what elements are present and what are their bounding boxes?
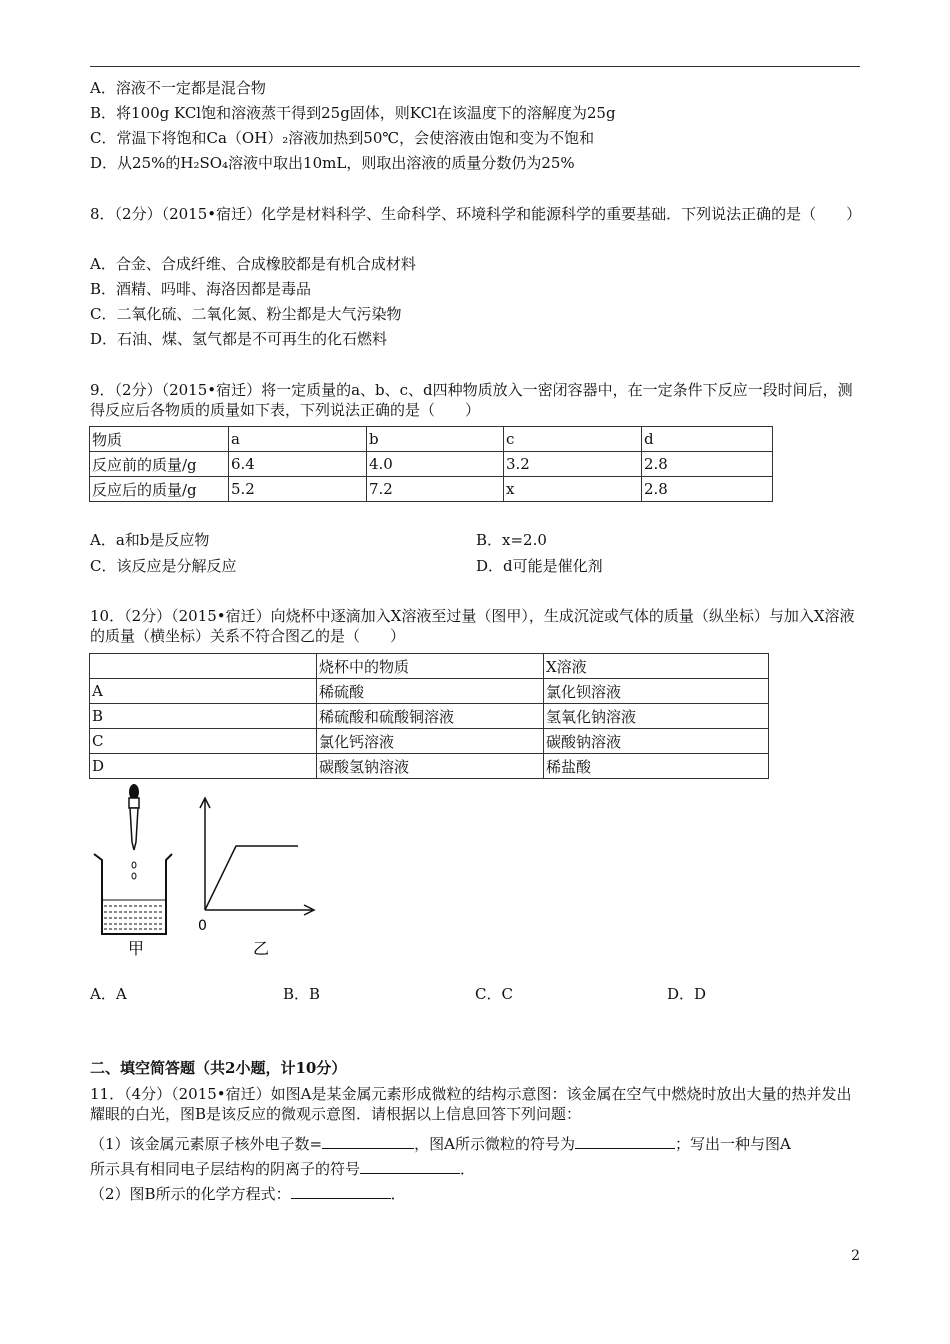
q11-part1-line2	[90, 1159, 475, 1179]
beaker-icon	[94, 854, 172, 934]
q11-p2-text-a: （2）图B所示的化学方程式：	[90, 1185, 291, 1203]
table-cell: 稀硫酸和硫酸铜溶液	[317, 704, 544, 729]
table-row	[90, 452, 773, 477]
q9-table	[89, 426, 773, 502]
q9-option-d: D．d可能是催化剂	[476, 557, 603, 575]
q10-stem: 10．（2分）（2015•宿迁）向烧杯中逐滴加入X溶液至过量（图甲），生成沉淀或气体的质量（纵坐标）与加入X溶液的质量（横坐标）关系不符合图乙的是（ ）	[90, 607, 855, 645]
table-cell: B	[90, 704, 317, 729]
q10-table	[89, 653, 769, 779]
q9-option-a: A．a和b是反应物	[90, 531, 210, 549]
table-cell: 6.4	[229, 452, 367, 477]
q8-stem: 8．（2分）（2015•宿迁）化学是材料科学、生命科学、环境科学和能源科学的重要基础．下列说法正确的是（ ）	[90, 205, 862, 223]
table-cell: 2.8	[642, 477, 773, 502]
q11-stem: 11．（4分）（2015•宿迁）如图A是某金属元素形成微粒的结构示意图：该金属在空气中燃烧时放出大量的热并发出耀眼的白光，图B是该反应的微观示意图．请根据以上信息回答下列问题：	[90, 1085, 852, 1123]
q7-option-c: C．常温下将饱和Ca（OH）₂溶液加热到50℃，会使溶液由饱和变为不饱和	[90, 129, 595, 147]
q10-option-c: C．C	[475, 985, 513, 1003]
table-cell: 4.0	[367, 452, 504, 477]
q7-option-b: B．将100g KCl饱和溶液蒸干得到25g固体，则KCl在该温度下的溶解度为25g	[90, 104, 616, 122]
table-cell	[90, 654, 317, 679]
q7-option-d: D．从25%的H₂SO₄溶液中取出10mL，则取出溶液的质量分数仍为25%	[90, 154, 575, 172]
q9-option-b: B．x=2.0	[476, 531, 547, 549]
table-cell: 物质	[90, 427, 229, 452]
table-cell: 3.2	[504, 452, 642, 477]
answer-blank[interactable]	[322, 1134, 414, 1149]
q11-part1-line1	[90, 1134, 791, 1154]
table-cell: 氢氧化钠溶液	[544, 704, 769, 729]
answer-blank[interactable]	[291, 1184, 391, 1199]
table-cell: d	[642, 427, 773, 452]
table-cell: 烧杯中的物质	[317, 654, 544, 679]
table-row	[90, 729, 769, 754]
table-cell: A	[90, 679, 317, 704]
table-row	[90, 754, 769, 779]
table-row	[90, 477, 773, 502]
q7-option-a: A．溶液不一定都是混合物	[90, 79, 266, 97]
q8-option-c: C．二氧化硫、二氧化氮、粉尘都是大气污染物	[90, 305, 402, 323]
table-row	[90, 704, 769, 729]
table-cell: X溶液	[544, 654, 769, 679]
table-cell: 稀硫酸	[317, 679, 544, 704]
q10-figure	[90, 780, 330, 965]
q9-option-c: C．该反应是分解反应	[90, 557, 237, 575]
q11-part2	[90, 1184, 406, 1204]
q9-stem: 9．（2分）（2015•宿迁）将一定质量的a、b、c、d四种物质放入一密闭容器中，在一定条件下反应一段时间后，测得反应后各物质的质量如下表，下列说法正确的是（ ）	[90, 381, 853, 419]
table-cell: b	[367, 427, 504, 452]
graph-axes	[200, 798, 314, 915]
table-cell: C	[90, 729, 317, 754]
header-rule	[90, 66, 860, 67]
q11-p1-text-a: （1）该金属元素原子核外电子数=	[90, 1135, 323, 1153]
answer-blank[interactable]	[360, 1159, 460, 1174]
q10-option-d: D．D	[667, 985, 707, 1003]
q8-option-a: A．合金、合成纤维、合成橡胶都是有机合成材料	[90, 255, 416, 273]
figure-label-yi: 乙	[253, 939, 270, 958]
q10-option-b: B．B	[283, 985, 321, 1003]
q11-p1-text-b: ，图A所示微粒的符号为	[414, 1135, 575, 1153]
table-cell: 反应前的质量/g	[90, 452, 229, 477]
table-row	[90, 427, 773, 452]
q8-option-d: D．石油、煤、氢气都是不可再生的化石燃料	[90, 330, 388, 348]
table-cell: 氯化钡溶液	[544, 679, 769, 704]
table-cell: 5.2	[229, 477, 367, 502]
answer-blank[interactable]	[575, 1134, 675, 1149]
graph-origin-label: 0	[198, 918, 207, 934]
q11-p1-text-c: ；写出一种与图A	[674, 1135, 791, 1153]
graph-curve	[205, 846, 298, 910]
table-cell: 7.2	[367, 477, 504, 502]
table-cell: a	[229, 427, 367, 452]
table-cell: 稀盐酸	[544, 754, 769, 779]
table-cell: 2.8	[642, 452, 773, 477]
table-cell: 反应后的质量/g	[90, 477, 229, 502]
q8-option-b: B．酒精、吗啡、海洛因都是毒品	[90, 280, 312, 298]
q10-option-a: A．A	[90, 985, 127, 1003]
figure-label-jia: 甲	[128, 939, 145, 958]
q11-p1-text-e: ．	[460, 1160, 476, 1178]
table-cell: 氯化钙溶液	[317, 729, 544, 754]
dropper-icon	[129, 784, 139, 850]
table-cell: x	[504, 477, 642, 502]
q11-p1-text-d: 所示具有相同电子层结构的阴离子的符号	[90, 1160, 361, 1178]
table-row	[90, 654, 769, 679]
table-cell: 碳酸钠溶液	[544, 729, 769, 754]
table-row	[90, 679, 769, 704]
table-cell: c	[504, 427, 642, 452]
page-number: 2	[851, 1248, 860, 1264]
table-cell: 碳酸氢钠溶液	[317, 754, 544, 779]
q11-p2-text-b: ．	[390, 1185, 406, 1203]
table-cell: D	[90, 754, 317, 779]
section-2-title: 二、填空简答题（共2小题，计10分）	[90, 1059, 347, 1077]
